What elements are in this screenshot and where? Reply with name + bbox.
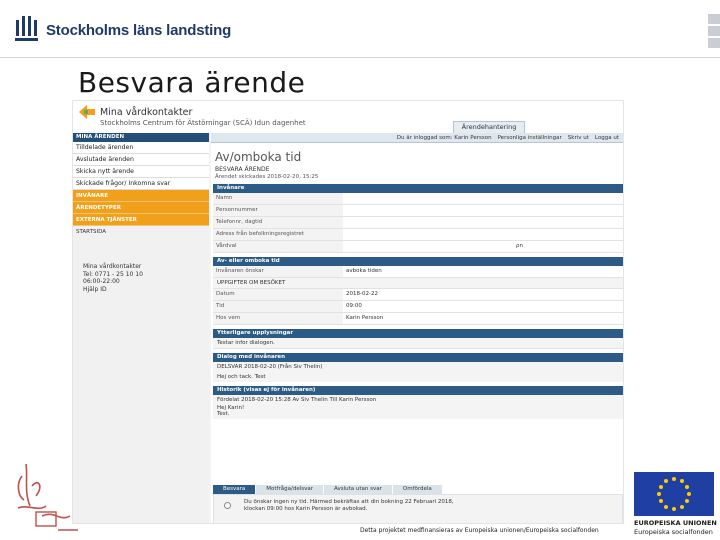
section-head: Av- eller omboka tid xyxy=(213,257,623,266)
tab-besvara[interactable]: Besvara xyxy=(213,485,256,494)
section-head: Ytterligare upplysningar xyxy=(213,329,623,338)
nav-item-arendetyper[interactable]: ÄRENDETYPER xyxy=(73,202,209,214)
table-row: Personnummer xyxy=(213,205,623,217)
contact-phone: Tel: 0771 - 25 10 10 xyxy=(83,270,143,278)
contact-name: Mina vårdkontakter xyxy=(83,263,142,270)
nav-item-skicka-nytt[interactable]: Skicka nytt ärende xyxy=(73,166,209,178)
page-subtitle: BESVARA ÄRENDE xyxy=(215,166,270,173)
info-text: Testar infor dialogen. xyxy=(213,338,623,349)
mina-vardkontakter-logo-icon xyxy=(79,105,95,119)
section-head: Invånare xyxy=(213,184,623,193)
nav-item-skickade-fragor[interactable]: Skickade frågor/ Inkomna svar xyxy=(73,178,209,190)
dialog-text: Hej och tack. Test xyxy=(213,372,623,382)
answer-radio[interactable] xyxy=(224,502,231,509)
visit-subhead: UPPGIFTER OM BESÖKET xyxy=(213,278,623,289)
tab-motfraga[interactable]: Motfråga/delsvar xyxy=(256,485,324,494)
table-row: Hos vem Karin Persson xyxy=(213,313,623,325)
tab-omfordela[interactable]: Omfördela xyxy=(393,485,443,494)
nav-item-startsida[interactable]: STARTSIDA xyxy=(76,229,106,235)
print-link[interactable]: Skriv ut xyxy=(567,135,589,141)
answer-tabs xyxy=(213,485,623,524)
eu-caption-2: Europeiska socialfonden xyxy=(634,528,713,536)
nav-head-mina-arenden[interactable]: MINA ÄRENDEN xyxy=(73,133,209,142)
contact-box xyxy=(83,263,143,293)
contact-hours: 06:00-22:00 xyxy=(83,278,120,285)
app-logo xyxy=(79,105,192,119)
slide-title: Besvara ärende xyxy=(78,66,306,99)
side-markers xyxy=(708,14,720,48)
table-row: Adress från befolkningsregistret xyxy=(213,229,623,241)
user-bar xyxy=(211,133,624,143)
nav-item-externa-tjanster[interactable]: EXTERNA TJÄNSTER xyxy=(73,214,209,226)
section-omboka xyxy=(213,257,623,325)
section-info xyxy=(213,329,623,349)
funding-text: Detta projektet medfinansieras av Europeiska unionen/Europeiska socialfonden xyxy=(360,527,599,534)
section-head: Dialog med invånaren xyxy=(213,353,623,362)
app-main xyxy=(211,133,624,524)
slide-header xyxy=(0,0,720,58)
table-row: Invånaren önskar avboka tiden xyxy=(213,266,623,278)
eu-caption-1: EUROPEISKA UNIONEN xyxy=(634,519,717,527)
table-row: Telefonnr, dagtid xyxy=(213,217,623,229)
nav-item-invanare[interactable]: INVÅNARE xyxy=(73,190,209,202)
tab-arendehantering[interactable]: Ärendehantering xyxy=(453,121,525,133)
historik-note: Hej Karin! xyxy=(213,405,623,411)
table-row: Datum 2018-02-22 xyxy=(213,289,623,301)
table-row: Vårdval ρn xyxy=(213,241,623,253)
answer-text: klockan 09:00 hos Karin Persson är avbokad. xyxy=(244,506,368,512)
crown-icon xyxy=(14,16,40,44)
section-dialog xyxy=(213,353,623,382)
logout-link[interactable]: Logga ut xyxy=(594,135,619,141)
help-link[interactable]: Hjälp ID xyxy=(83,285,107,293)
historik-entry: Fördelat 2018-02-20 15:28 Av Siv Thelin Till Karin Persson xyxy=(213,395,623,405)
sent-date: Ärendet skickades 2018-02-20, 15:25 xyxy=(215,174,319,180)
handwriting-logo-icon xyxy=(8,456,80,536)
answer-text: Du önskar ingen ny tid. Härmed bekräftas att din bokning 22 Februari 2018, xyxy=(244,499,454,505)
table-row: Tid 09:00 xyxy=(213,301,623,313)
tab-avsluta[interactable]: Avsluta utan svar xyxy=(324,485,393,494)
page-title: Av/omboka tid xyxy=(215,150,302,164)
org-name: Stockholms läns landsting xyxy=(46,21,232,39)
answer-body xyxy=(213,494,623,524)
section-historik xyxy=(213,386,623,419)
app-header xyxy=(73,101,624,133)
sll-logo xyxy=(14,14,231,46)
section-head: Historik (visas ej för invånaren) xyxy=(213,386,623,395)
logged-in-text: Du är inloggad som: Karin Persson xyxy=(396,135,492,141)
app-title: Mina vårdkontakter xyxy=(100,106,193,118)
settings-link[interactable]: Personliga inställningar xyxy=(497,135,562,141)
app-screenshot xyxy=(72,100,624,524)
eu-flag-icon xyxy=(634,472,714,516)
nav-item-avslutade[interactable]: Avslutade ärenden xyxy=(73,154,209,166)
section-invanare xyxy=(213,184,623,253)
table-row: Namn xyxy=(213,193,623,205)
clinic-name: Stockholms Centrum för Ätstörningar (SCÄ) Idun dagenhet xyxy=(100,119,306,127)
dialog-entry[interactable]: DELSVAR 2018-02-20 (Från Siv Thelin) xyxy=(213,362,623,372)
app-sidebar xyxy=(73,133,209,524)
historik-note: Test. xyxy=(213,411,623,419)
nav-item-tilldelade[interactable]: Tilldelade ärenden xyxy=(73,142,209,154)
